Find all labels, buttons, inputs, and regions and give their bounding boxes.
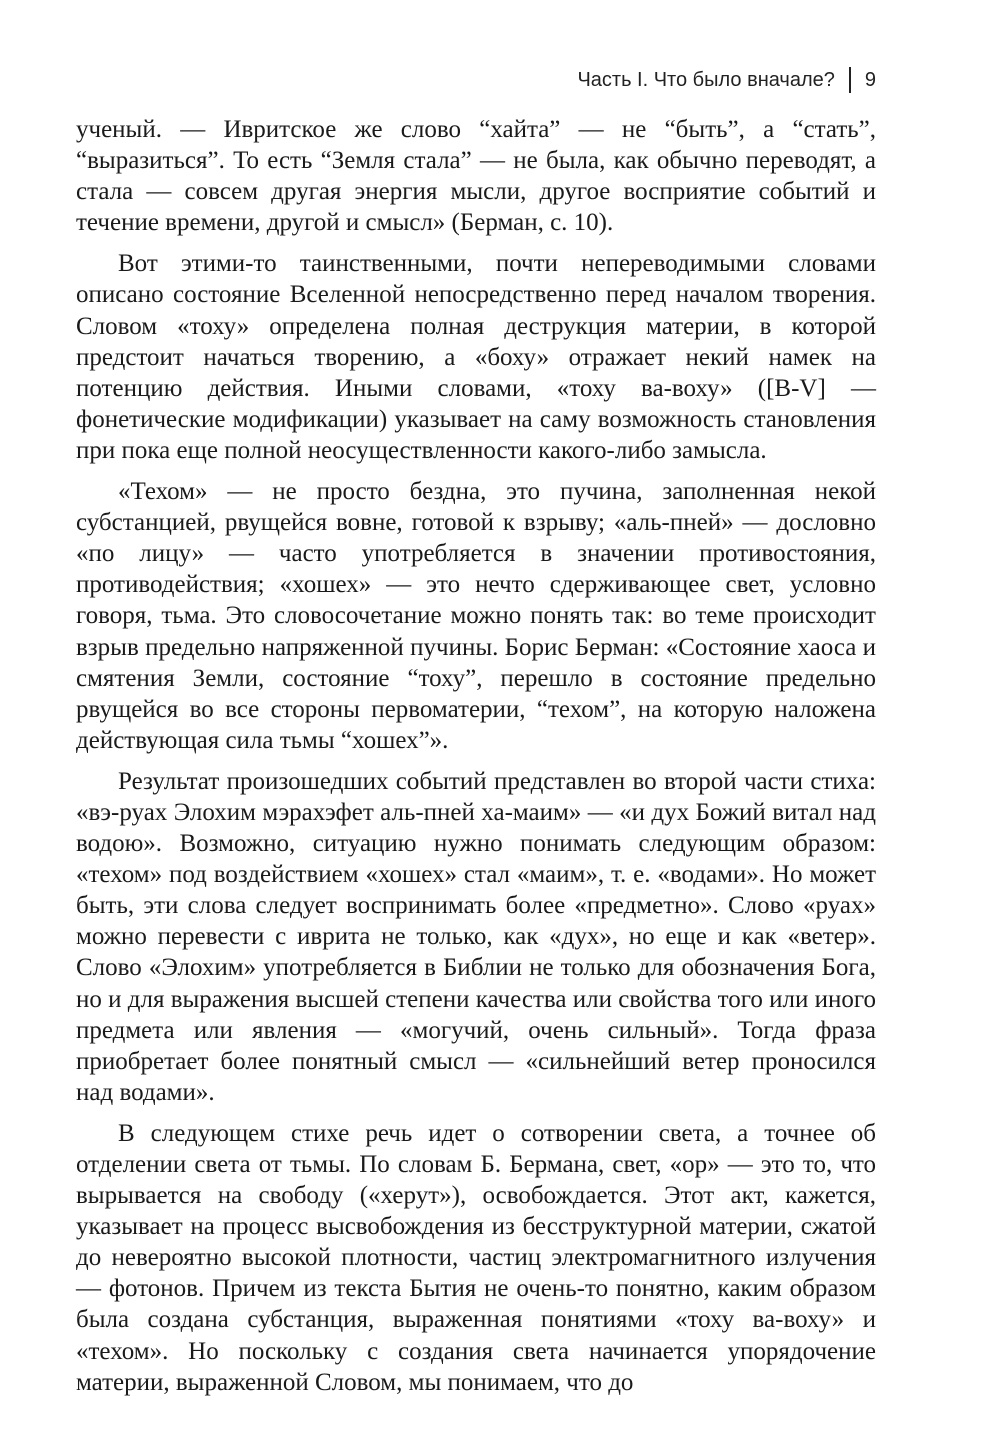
paragraph: ученый. — Ивритское же слово “хайта” — не “быть”, а “стать”, “выразиться”. То есть “Земля стала” — не была, как обычно переводят, а стала — совсем другая энергия мысли, другое восприятие событий и течение времени, другой и смысл» (Берман, с. 10). bbox=[76, 116, 876, 237]
paragraph: «Техом» — не просто бездна, это пучина, заполненная некой субстанцией, рвущейся вовне, готовой к взрыву; «аль-пней» — дословно «по лицу» — часто употребляется в значении противостояния, противодействия; «хошех» — это нечто сдерживающее свет, условно говоря, тьма. Это словосочетание можно понять так: во теме происходит взрыв предельно напряженной пучины. Борис Берман: «Состояние хаоса и смятения Земли, состояние “тоху”, перешло в состояние предельно рвущейся во все стороны первоматерии, “техом”, на которую наложена действующая сила тьмы “хошех”». bbox=[76, 478, 876, 754]
header-divider bbox=[849, 67, 851, 93]
running-title: Часть I. Что было вначале? bbox=[577, 68, 835, 91]
body-text bbox=[76, 114, 876, 1408]
running-head bbox=[540, 62, 876, 98]
paragraph: Результат произошедших событий представлен во второй части стиха: «вэ-руах Элохим мэрахэфет аль-пней ха-маим» — «и дух Божий витал над водою». Возможно, ситуацию нужно понимать следующим образом: «техом» под воздействием «хошех» стал «маим», т. е. «водами». Но может быть, эти слова следует воспринимать более «предметно». Слово «руах» можно перевести с иврита не только, как «дух», но еще и как «ветер». Слово «Элохим» употребляется в Библии не только для обозначения Бога, но и для выражения высшей степени качества или свойства того или иного предмета или явления — «могучий, очень сильный». Тогда фраза приобретает более понятный смысл — «сильнейший ветер проносился над водами». bbox=[76, 767, 876, 1106]
page-number: 9 bbox=[864, 68, 876, 91]
paragraph: В следующем стихе речь идет о сотворении света, а точнее об отделении света от тьмы. По словам Б. Бермана, свет, «ор» — это то, что вырывается на свободу («херут»), освобождается. Этот акт, кажется, указывает на процесс высвобождения из бесструктурной материи, сжатой до невероятно высокой плотности, частиц электромагнитного излучения — фотонов. Причем из текста Бытия не очень-то понятно, каким образом была создана субстанция, выраженная понятиями «тоху ва-воху» и «техом». Но поскольку с создания света начинается упорядочение материи, выраженной Словом, мы понимаем, что до bbox=[76, 1119, 876, 1396]
paragraph: Вот этими-то таинственными, почти непереводимыми словами описано состояние Вселенной непосредственно перед началом творения. Словом «тоху» определена полная деструкция материи, в которой предстоит начаться творению, а «боху» отражает некий намек на потенцию действия. Иными словами, «тоху ва-воху» ([B-V] — фонетические модификации) указывает на саму возможность становления при пока еще полной неосуществленности какого-либо замысла. bbox=[76, 250, 876, 464]
